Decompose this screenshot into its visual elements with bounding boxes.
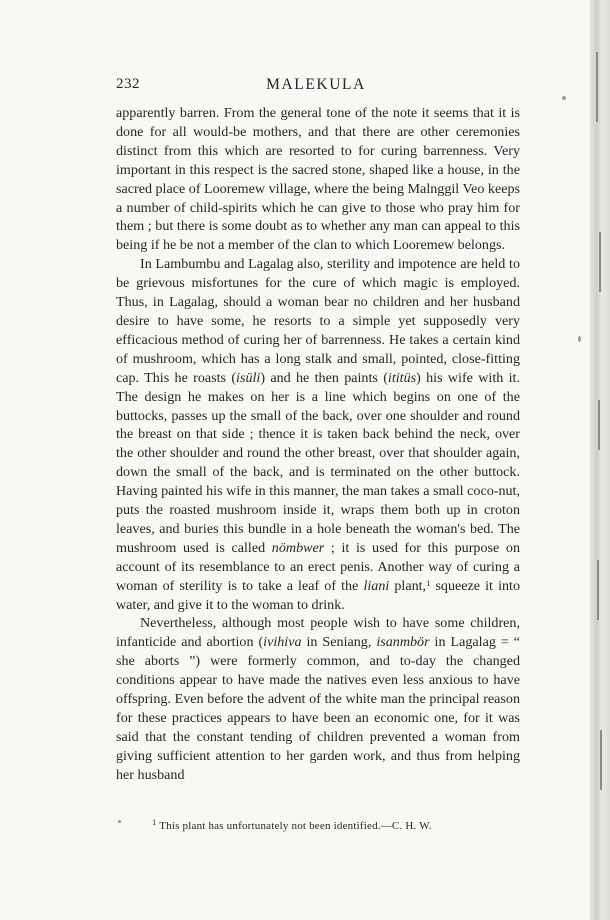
- native-term: liani: [363, 577, 390, 594]
- native-term: ititüs: [387, 369, 417, 386]
- page-header: [116, 76, 516, 96]
- edge-mark: [598, 400, 600, 450]
- running-title: MALEKULA: [266, 76, 366, 93]
- paper-speck: [578, 336, 581, 342]
- text-run: apparently barren. From the general tone of the note it seems that it is done for all would-be mothers, and that there are other ceremonies distinct from this which are resorted to for curing barrenness. Very important in this respect is the sacred stone, shaped like a house, in the sacred place of Looremew village, where the being Malnggil Veo keeps a number of child-spirits which he can give to those who pray him for them ; but there is some doubt as to whether any man can appeal to this being if he be not a member of the clan to which Looremew belongs.: [116, 105, 521, 254]
- native-term: isüli: [236, 369, 261, 386]
- text-run: in Seniang,: [301, 634, 377, 651]
- paragraph: [116, 104, 520, 255]
- text-run: ; it is used for this purpose on account of its resemblance to an erect penis. Another way of curing a woman of sterility is to take a leaf of the: [116, 539, 520, 594]
- text-run: ) and he then paints (: [260, 369, 388, 386]
- text-run: Nevertheless, although most people wish to have some children, infanticide and abortion (: [116, 615, 520, 651]
- text-run: In Lambumbu and Lagalag also, sterility and impotence are held to be grievous misfortunes for the cure of which magic is employed. Thus, in Lagalag, should a woman bear no children and her husband desire to have some, he resorts to a simple yet supposedly very efficacious method of curing her of barrenness. He takes a certain kind of mushroom, which has a long stalk and small, pointed, close-fitting cap. This he roasts (: [116, 256, 520, 386]
- footnote-text: This plant has unfortunately not been identified.—C. H. W.: [159, 820, 432, 832]
- text-run: plant,: [389, 577, 427, 594]
- body-text: [116, 104, 520, 785]
- paper-speck: [118, 820, 121, 823]
- text-run: ) his wife with it. The design he makes on her is a line which begins on one of the buttocks, passes up the small of the back, over one shoulder and round the breast on that side ; thence it is taken back behind the neck, over the other shoulder and round the other breast, over that shoulder again, down the small of the back, and is terminated on the other buttock. Having painted his wife in this manner, the man takes a small coco-nut, puts the roasted mushroom inside it, wraps them both up in croton leaves, and buries this bundle in a hole beneath the woman's bed. The mushroom used is called: [116, 369, 520, 556]
- native-term: isanmbör: [376, 634, 430, 651]
- paragraph: [116, 255, 520, 614]
- native-term: nömbwer: [271, 539, 325, 556]
- text-run: in Lagalag = “ she aborts ”) were formerly common, and to-day the changed conditions appear to have made the natives even less anxious to have offspring. Even before the advent of the white man the principal reason for these practices appears to have been an economic one, for it was said that the constant tending of children prevented a woman from giving sufficient attention to her garden work, and thus from helping her husband: [116, 634, 521, 783]
- page-number: 232: [116, 76, 140, 92]
- edge-mark: [597, 560, 599, 620]
- footnote-ref: 1: [426, 577, 431, 588]
- edge-mark: [600, 730, 602, 790]
- text-run: squeeze it into water, and give it to the woman to drink.: [116, 577, 520, 613]
- footnote-marker: 1: [152, 817, 157, 827]
- paper-speck: [562, 96, 566, 100]
- page-edge: [590, 0, 610, 920]
- edge-mark: [599, 232, 601, 292]
- native-term: ivihiva: [263, 634, 302, 651]
- footnote: [152, 817, 532, 833]
- paragraph: [116, 614, 520, 784]
- edge-mark: [596, 52, 598, 122]
